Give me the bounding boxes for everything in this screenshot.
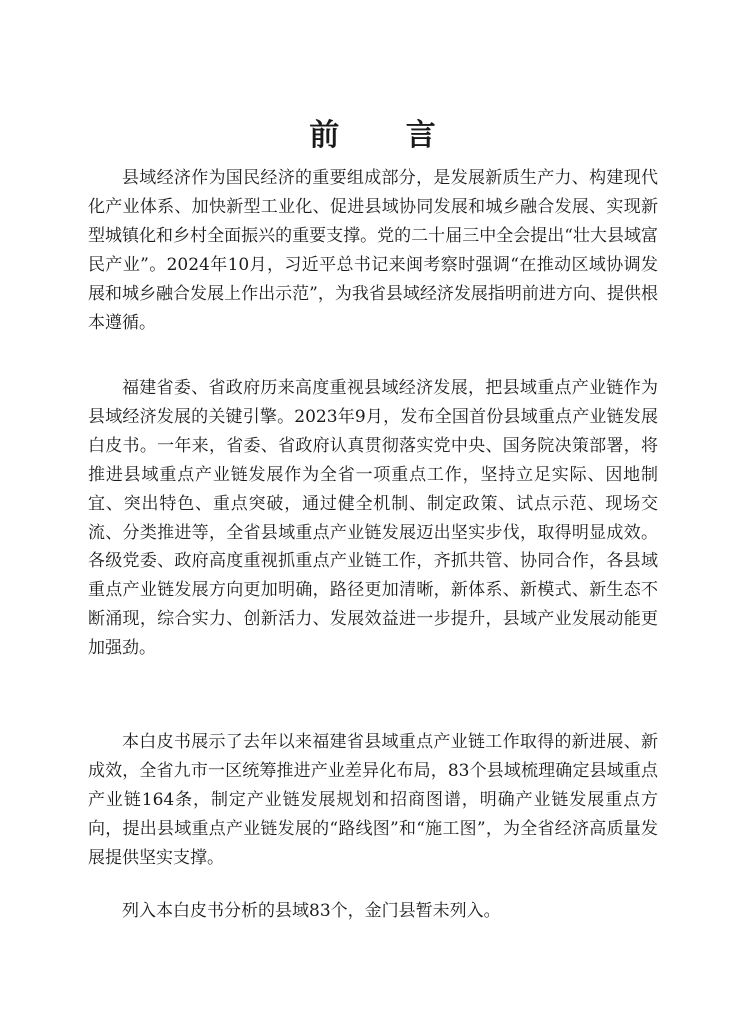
paragraph-3-block <box>88 728 658 873</box>
paragraph-4-block <box>88 897 658 926</box>
paragraph-2: 福建省委、省政府历来高度重视县域经济发展，把县域重点产业链作为县域经济发展的关键引擎。2023年9月，发布全国首份县域重点产业链发展白皮书。一年来，省委、省政府认真贯彻落实党中央、国务院决策部署，将推进县域重点产业链发展作为全省一项重点工作，坚持立足实际、因地制宜、突出特色、重点突破，通过健全机制、制定政策、试点示范、现场交流、分类推进等，全省县域重点产业链发展迈出坚实步伐，取得明显成效。各级党委、政府高度重视抓重点产业链工作，齐抓共管、协同合作，各县域重点产业链发展方向更加明确，路径更加清晰，新体系、新模式、新生态不断涌现，综合实力、创新活力、发展效益进一步提升，县域产业发展动能更加强劲。 <box>88 378 658 659</box>
paragraph-1-block <box>88 164 658 337</box>
paragraph-3: 本白皮书展示了去年以来福建省县域重点产业链工作取得的新进展、新成效，全省九市一区统筹推进产业差异化布局，83个县域梳理确定县域重点产业链164条，制定产业链发展规划和招商图谱，明确产业链发展重点方向，提出县域重点产业链发展的“路线图”和“施工图”，为全省经济高质量发展提供坚实支撑。 <box>88 732 658 868</box>
page-title: 前 言 <box>309 118 464 154</box>
paragraph-4: 列入本白皮书分析的县域83个，金门县暂未列入。 <box>122 901 501 921</box>
paragraph-1: 县域经济作为国民经济的重要组成部分，是发展新质生产力、构建现代化产业体系、加快新型工业化、促进县域协同发展和城乡融合发展、实现新型城镇化和乡村全面振兴的重要支撑。党的二十届三中全会提出“壮大县域富民产业”。2024年10月，习近平总书记来闽考察时强调“在推动区域协调发展和城乡融合发展上作出示范”，为我省县域经济发展指明前进方向、提供根本遵循。 <box>88 168 658 333</box>
paragraph-2-block <box>88 374 658 663</box>
